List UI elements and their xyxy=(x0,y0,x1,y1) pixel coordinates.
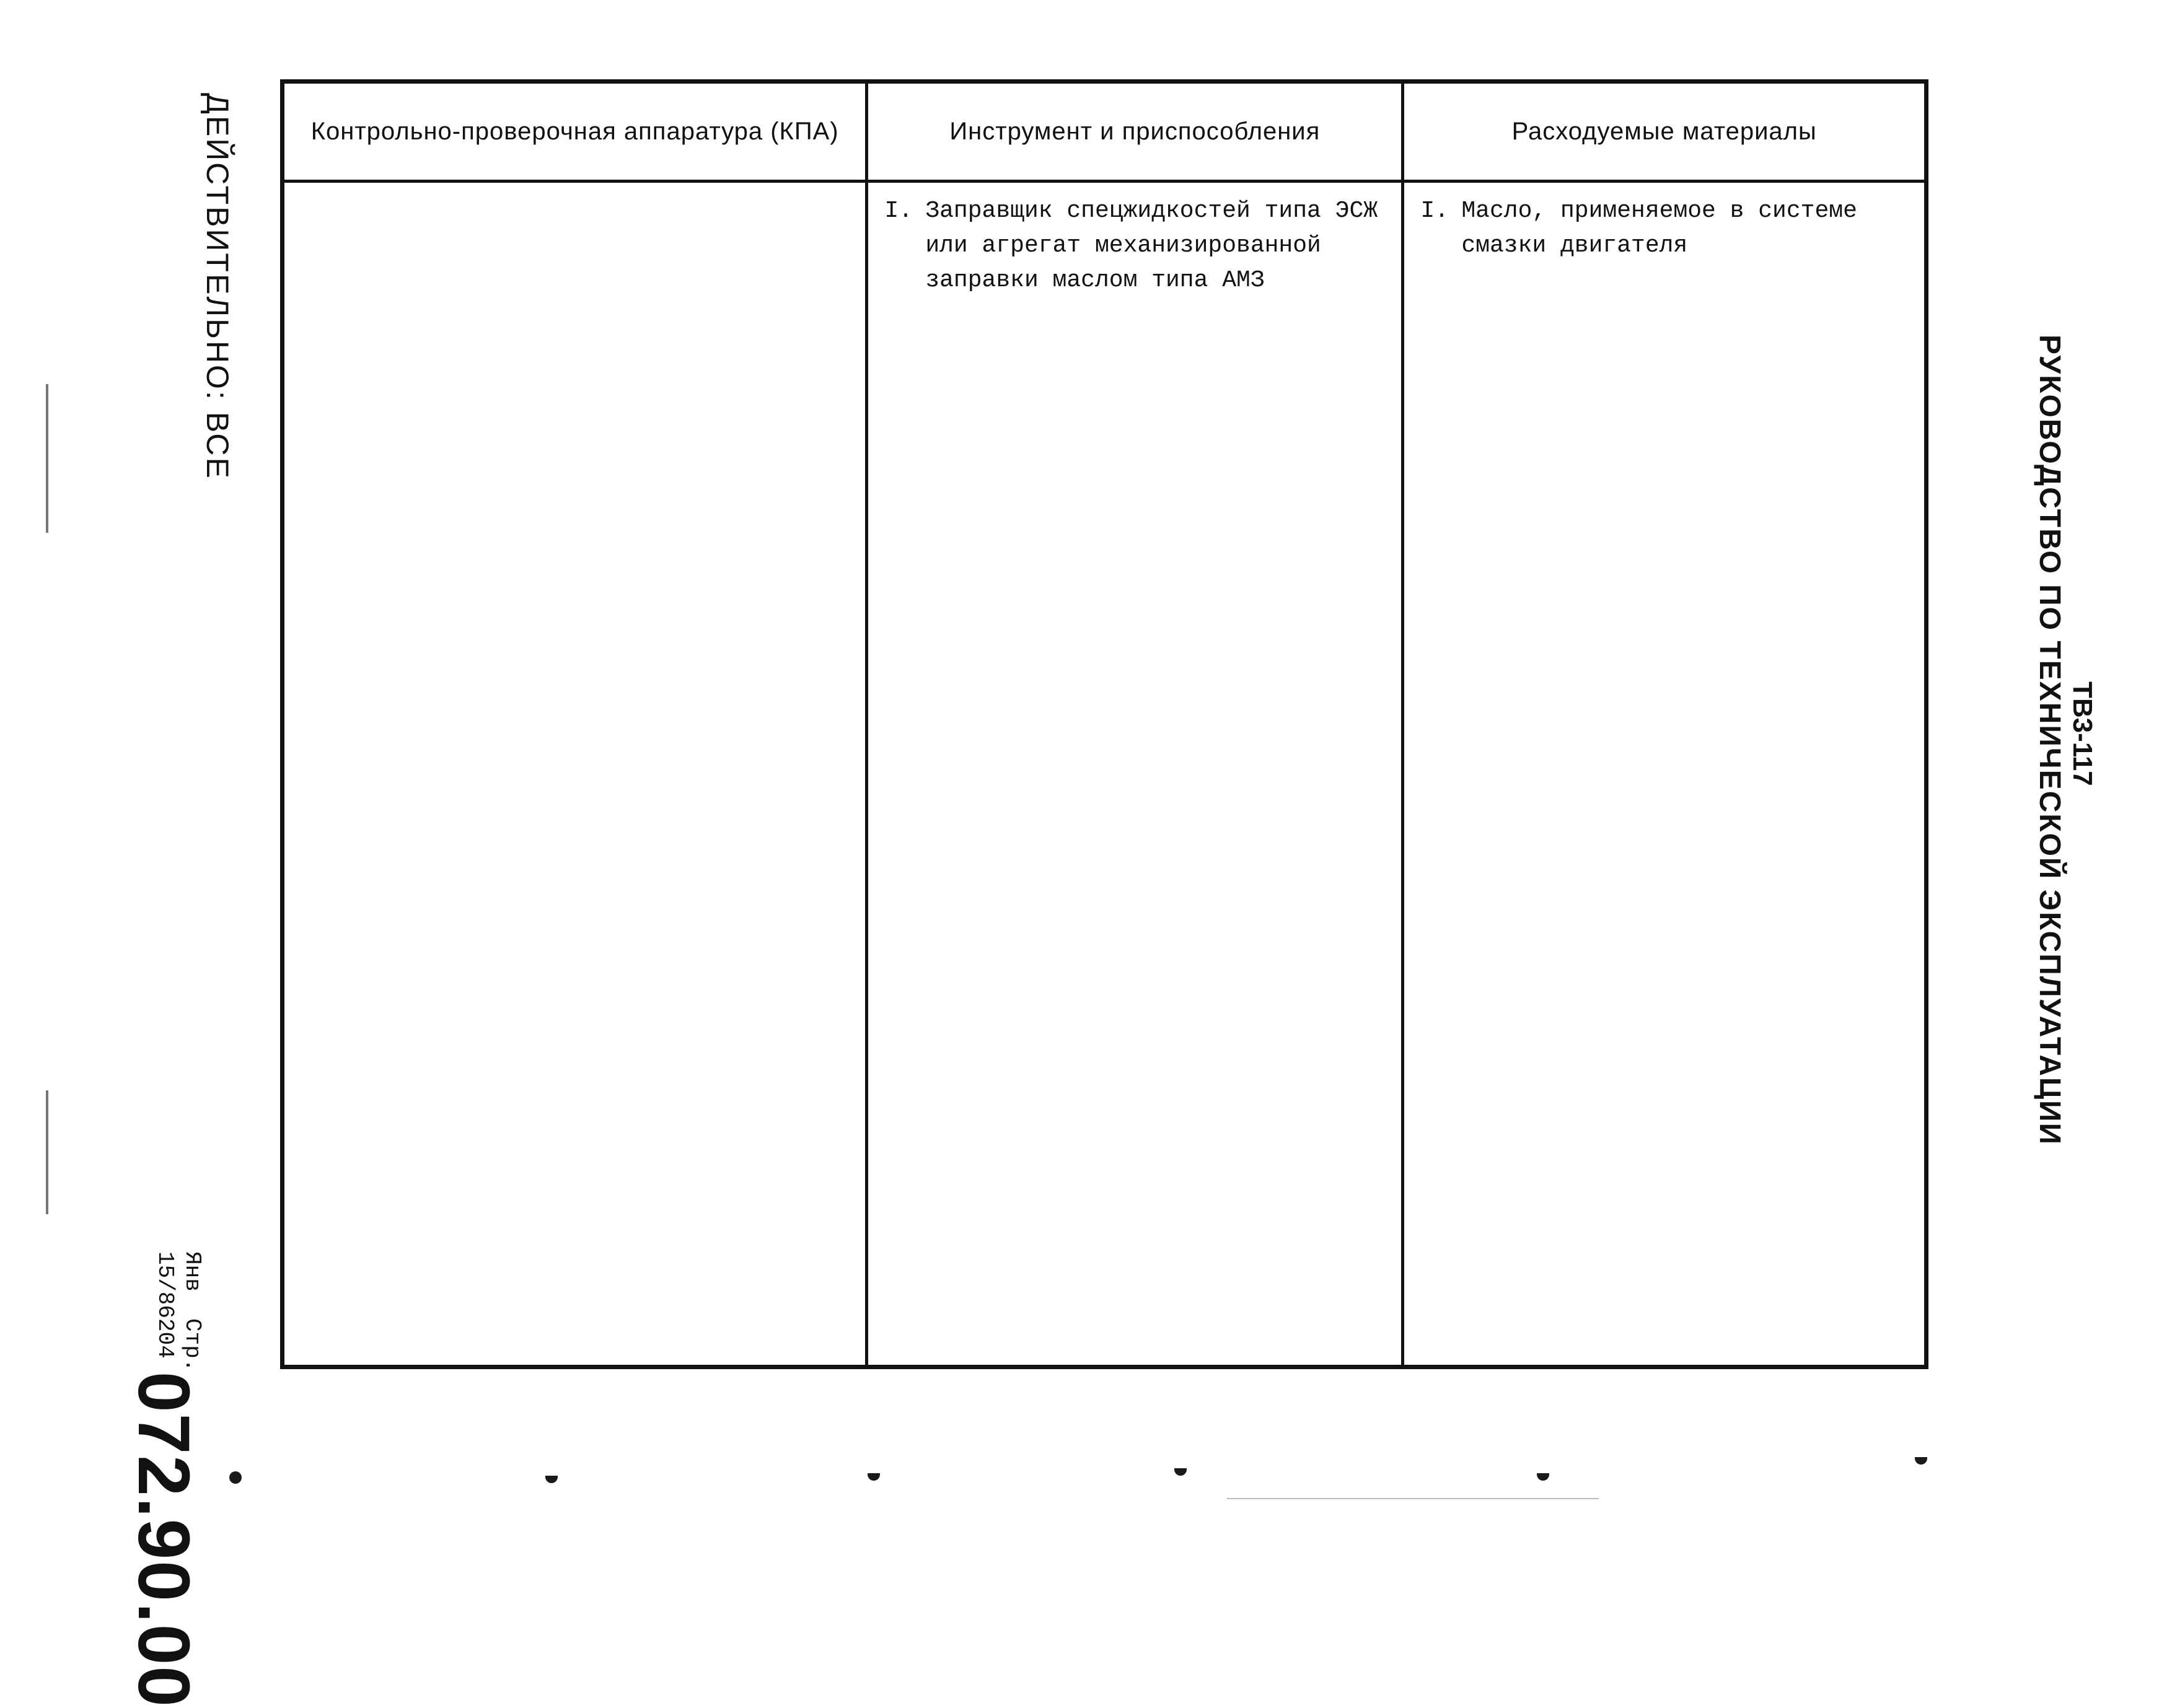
list-item xyxy=(1404,183,1924,263)
item-number: I. xyxy=(1420,198,1449,224)
binder-hole-mark xyxy=(1537,1473,1549,1481)
page-label: Стр. 204 xyxy=(152,1318,205,1372)
scan-artifact-line xyxy=(1227,1498,1599,1499)
date-label: Янв 15/86 xyxy=(152,1251,205,1319)
scan-edge-line xyxy=(46,384,48,533)
effectivity-label: ДЕЙСТВИТЕЛЬНО: ВСЕ xyxy=(200,93,235,480)
item-text: Масло, применяемое в системе смазки двигателя xyxy=(1461,198,1857,259)
scan-edge-line xyxy=(46,1090,48,1214)
cell-tools xyxy=(867,182,1403,1367)
table-header-row xyxy=(283,82,1927,182)
equipment-table xyxy=(280,79,1928,1369)
page-info xyxy=(130,1251,206,1372)
item-text: Заправщик спецжидкостей типа ЭСЖ или агрегат механизированной заправки маслом типа АМЗ xyxy=(925,198,1378,294)
binder-hole-mark xyxy=(1174,1468,1187,1476)
cell-kpa xyxy=(283,182,867,1367)
manual-title: РУКОВОДСТВО ПО ТЕХНИЧЕСКОЙ ЭКСПЛУАТАЦИИ xyxy=(2033,335,2066,1145)
binder-hole-mark xyxy=(1915,1457,1927,1465)
binder-hole-mark xyxy=(229,1471,242,1484)
item-number: I. xyxy=(884,198,913,224)
binder-hole-mark xyxy=(868,1473,880,1481)
header-materials: Расходуемые материалы xyxy=(1403,82,1927,182)
section-footer xyxy=(121,1072,206,1708)
cell-materials xyxy=(1403,182,1927,1367)
engine-code: ТВ3-117 xyxy=(2067,681,2098,786)
table-row xyxy=(283,182,1927,1367)
header-tools: Инструмент и приспособления xyxy=(867,82,1403,182)
header-kpa: Контрольно-проверочная аппаратура (КПА) xyxy=(283,82,867,182)
list-item xyxy=(868,183,1401,298)
manual-title-block xyxy=(2033,335,2098,1145)
binder-hole-mark xyxy=(545,1476,558,1483)
section-number: 072.90.00 xyxy=(123,1372,204,1708)
